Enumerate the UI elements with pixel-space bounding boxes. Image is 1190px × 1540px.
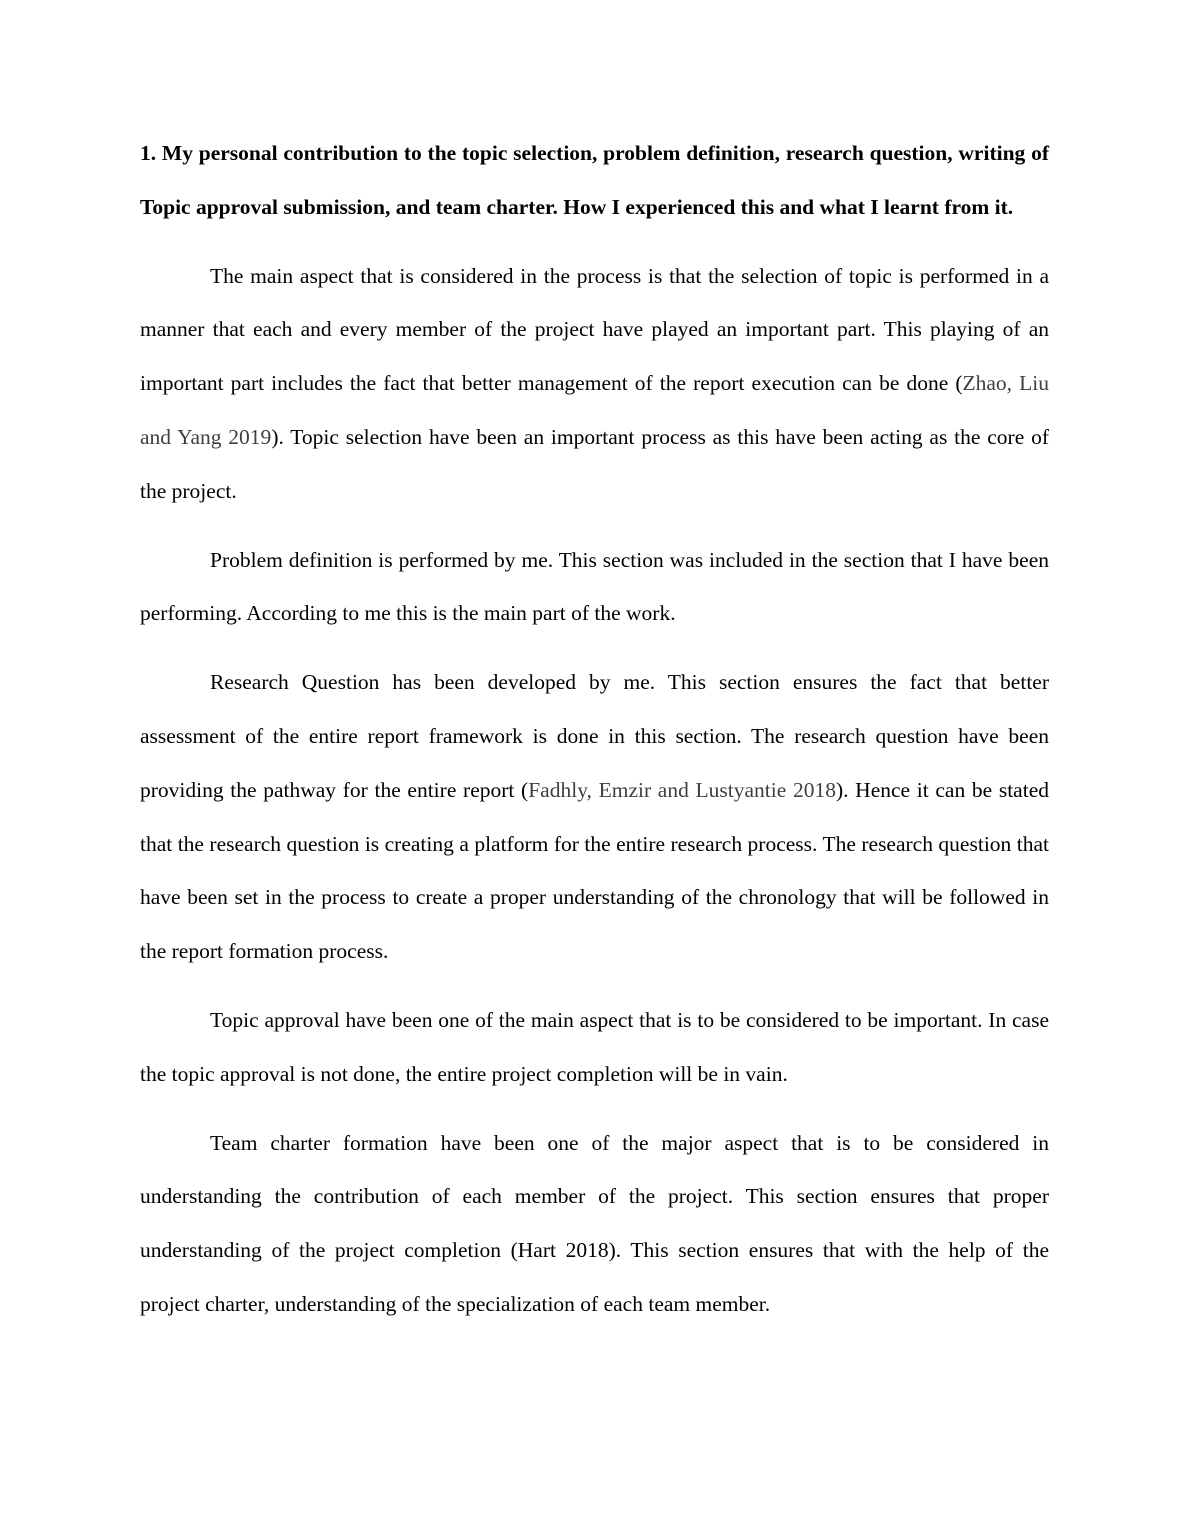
citation-fadhly-emzir-lustyantie: Fadhly, Emzir and Lustyantie 2018 [528, 777, 836, 802]
paragraph-text: Research Question has been developed by me. This section ensures the fact that better assessment of the entire report framework is done in this section. The research question have been providing the pathway for the entire report ( [140, 670, 1049, 802]
paragraph-team-charter: Team charter formation have been one of the major aspect that is to be considered in understanding the contribution of each member of the project. This section ensures that proper understanding of the project completion (Hart 2018). This section ensures that with the help of the project charter, understanding of the specialization of each team member. [140, 1130, 1049, 1316]
paragraph-text: The main aspect that is considered in the process is that the selection of topic is performed in a manner that each and every member of the project have played an important part. This playing of an important part includes the fact that better management of the report execution can be done ( [140, 263, 1049, 396]
document-body [140, 127, 1049, 1347]
section-heading: 1. My personal contribution to the topic selection, problem definition, research question, writing of Topic approval submission, and team charter. How I experienced this and what I learnt from it. [140, 141, 1049, 219]
paragraph-problem-definition: Problem definition is performed by me. This section was included in the section that I have been performing. According to me this is the main part of the work. [140, 547, 1049, 626]
paragraph-research-question [140, 656, 1049, 979]
paragraph-text: ). Topic selection have been an important process as this have been acting as the core of the project. [140, 424, 1049, 503]
paragraph-topic-selection [140, 250, 1049, 519]
paragraph-topic-approval: Topic approval have been one of the main aspect that is to be considered to be important. In case the topic approval is not done, the entire project completion will be in vain. [140, 1007, 1049, 1086]
paragraph-text: ). Hence it can be stated that the research question is creating a platform for the entire research process. The research question that have been set in the process to create a proper understanding of the chronology that will be followed in the report formation process. [140, 777, 1049, 964]
citation-zhao-liu-yang: Zhao, Liu and Yang 2019 [140, 371, 1049, 449]
